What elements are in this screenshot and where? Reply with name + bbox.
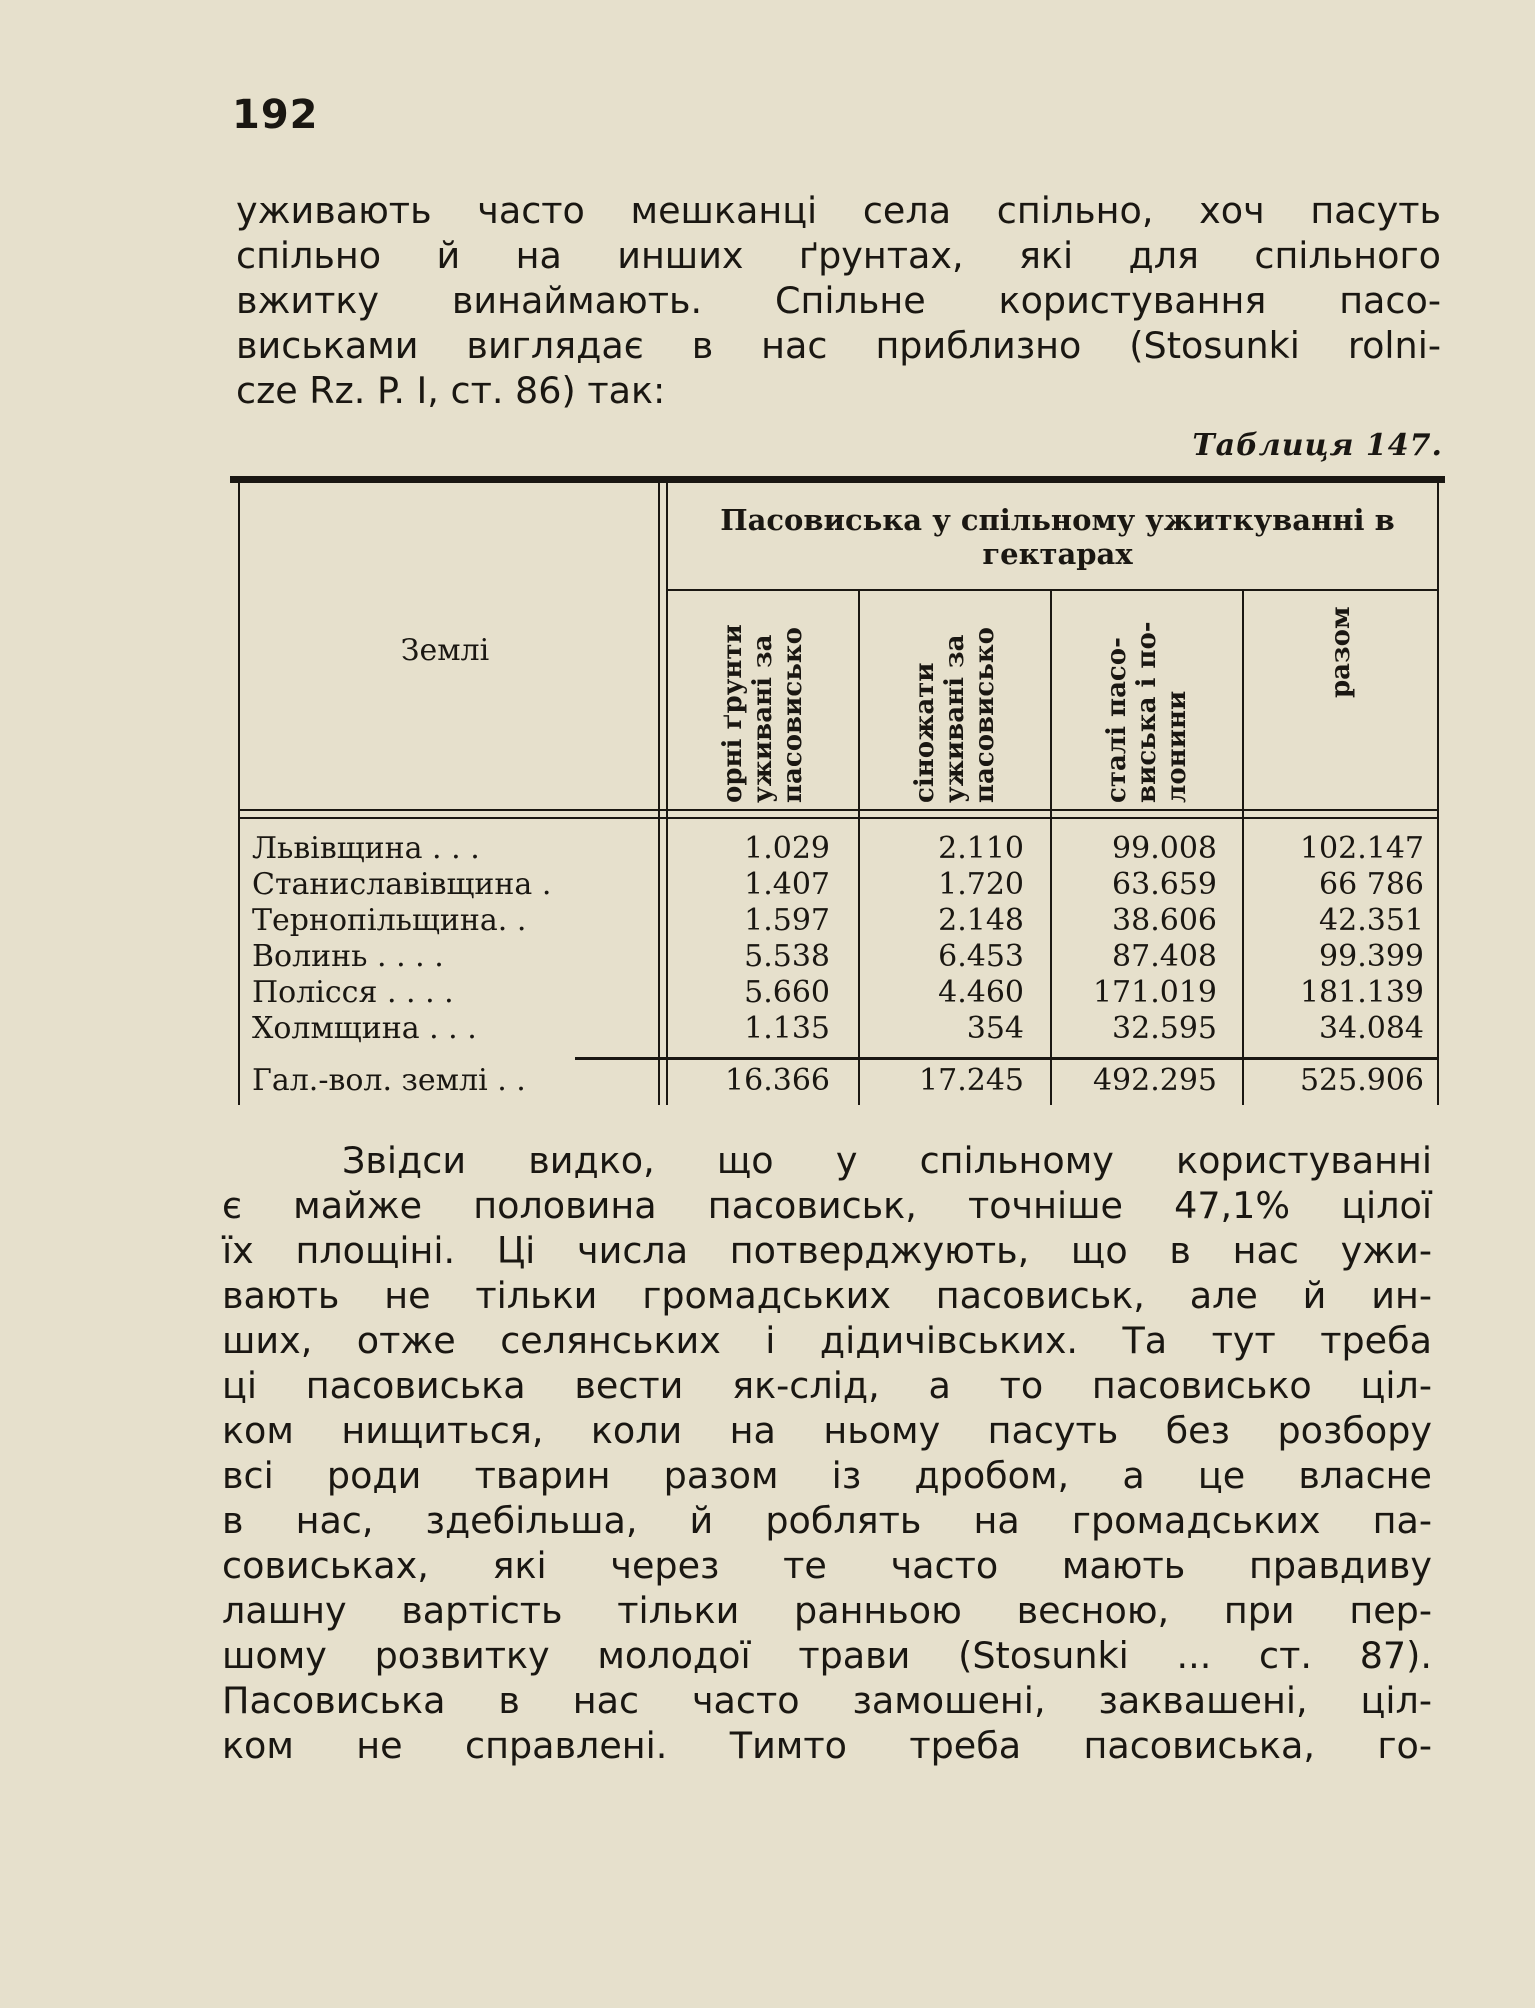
table-cell: 34.084 xyxy=(1319,1011,1424,1046)
group-header: Пасовиська у спільному ужиткуванні в гектарах xyxy=(720,503,1395,571)
column-header xyxy=(1244,593,1437,808)
total-cell: 16.366 xyxy=(725,1063,830,1098)
table-cell: 63.659 xyxy=(1112,867,1217,902)
total-row-label: Гал.-вол. землі . . xyxy=(252,1063,526,1098)
table-cell: 6.453 xyxy=(938,939,1024,974)
table-cell: 5.538 xyxy=(744,939,830,974)
total-rule xyxy=(575,1057,1439,1060)
text-line: виськами виглядає в нас приблизно (Stosunki rolni- xyxy=(236,324,1441,367)
table-cell: 99.399 xyxy=(1319,939,1424,974)
table-cell: 1.407 xyxy=(744,867,830,902)
text-line: лашну вартість тільки ранньою весною, при пер- xyxy=(222,1589,1432,1632)
text-line: шому розвитку молодої трави (Stosunki ... ст. 87). xyxy=(222,1634,1432,1677)
table-cell: 171.019 xyxy=(1092,975,1217,1010)
text-line: всі роди тварин разом із дробом, а це власне xyxy=(222,1454,1432,1497)
column-header-text: разом xyxy=(1325,606,1356,698)
table-cell: 181.139 xyxy=(1299,975,1424,1010)
table-row-label: Тернопільщина. . xyxy=(252,903,527,938)
table-caption: Таблиця 147. xyxy=(1192,428,1443,463)
column-divider xyxy=(658,483,660,1105)
table-cell: 2.148 xyxy=(938,903,1024,938)
total-cell: 525.906 xyxy=(1299,1063,1424,1098)
table-row-label: Холмщина . . . xyxy=(252,1011,477,1046)
table-row-label: Станиславівщина . xyxy=(252,867,552,902)
text-line: є майже половина пасовиськ, точніше 47,1% цілої xyxy=(222,1184,1432,1227)
table-cell: 4.460 xyxy=(938,975,1024,1010)
text-line: Звідси видко, що у спільному користуванні xyxy=(342,1139,1432,1182)
total-cell: 17.245 xyxy=(919,1063,1024,1098)
row-header: Землі xyxy=(400,633,490,668)
table-cell: 1.720 xyxy=(938,867,1024,902)
table-cell: 38.606 xyxy=(1112,903,1217,938)
table-row-label: Львівщина . . . xyxy=(252,831,480,866)
column-header-text: орні ґрунти уживані за пасовисько xyxy=(718,624,808,803)
page-number: 192 xyxy=(232,92,319,138)
table-cell: 1.029 xyxy=(744,831,830,866)
total-cell: 492.295 xyxy=(1092,1063,1217,1098)
table-cell: 42.351 xyxy=(1319,903,1424,938)
column-header xyxy=(860,593,1050,808)
header-bottom-rule xyxy=(238,817,1439,819)
text-line: ших, отже селянських і дідичівських. Та тут треба xyxy=(222,1319,1432,1362)
paragraph-2 xyxy=(222,1138,1432,1768)
text-line: спільно й на инших ґрунтах, які для спільного xyxy=(236,234,1441,277)
group-header-rule xyxy=(666,589,1439,591)
table-cell: 1.135 xyxy=(744,1011,830,1046)
text-line: вжитку винаймають. Спільне користування пасо- xyxy=(236,279,1441,322)
paragraph-1 xyxy=(236,188,1441,413)
table-border-right xyxy=(1437,483,1439,1105)
text-line: ком не справлені. Тимто треба пасовиська, го- xyxy=(222,1724,1432,1767)
table-row-label: Полісся . . . . xyxy=(252,975,454,1010)
table-cell: 354 xyxy=(966,1011,1024,1046)
table-cell: 5.660 xyxy=(744,975,830,1010)
text-line: ком нищиться, коли на ньому пасуть без розбору xyxy=(222,1409,1432,1452)
text-line: уживають часто мешканці села спільно, хоч пасуть xyxy=(236,189,1441,232)
table-cell: 1.597 xyxy=(744,903,830,938)
table-cell: 66 786 xyxy=(1319,867,1424,902)
column-header xyxy=(1052,593,1242,808)
table-cell: 32.595 xyxy=(1112,1011,1217,1046)
text-line: вають не тільки громадських пасовиськ, але й ин- xyxy=(222,1274,1432,1317)
table-row-label: Волинь . . . . xyxy=(252,939,444,974)
text-line: cze Rz. P. I, ст. 86) так: xyxy=(236,369,666,412)
text-line: совиськах, які через те часто мають правдиву xyxy=(222,1544,1432,1587)
text-line: Пасовиська в нас часто замошені, заквашені, ціл- xyxy=(222,1679,1432,1722)
table-border-left xyxy=(238,483,240,1105)
column-header-text: сталі пасо- виська і по- лонини xyxy=(1102,621,1192,803)
text-line: ці пасовиська вести як-слід, а то пасовисько ціл- xyxy=(222,1364,1432,1407)
column-header xyxy=(668,593,858,808)
column-header-text: сіножати уживані за пасовисько xyxy=(910,627,1000,803)
table-cell: 2.110 xyxy=(938,831,1024,866)
text-line: їх площіні. Ці числа потверджують, що в нас ужи- xyxy=(222,1229,1432,1272)
text-line: в нас, здебільша, й роблять на громадських па- xyxy=(222,1499,1432,1542)
table-top-rule xyxy=(230,476,1445,483)
header-bottom-rule xyxy=(238,809,1439,811)
table-cell: 87.408 xyxy=(1112,939,1217,974)
table-cell: 102.147 xyxy=(1299,831,1424,866)
data-table xyxy=(230,483,1445,1105)
table-cell: 99.008 xyxy=(1112,831,1217,866)
